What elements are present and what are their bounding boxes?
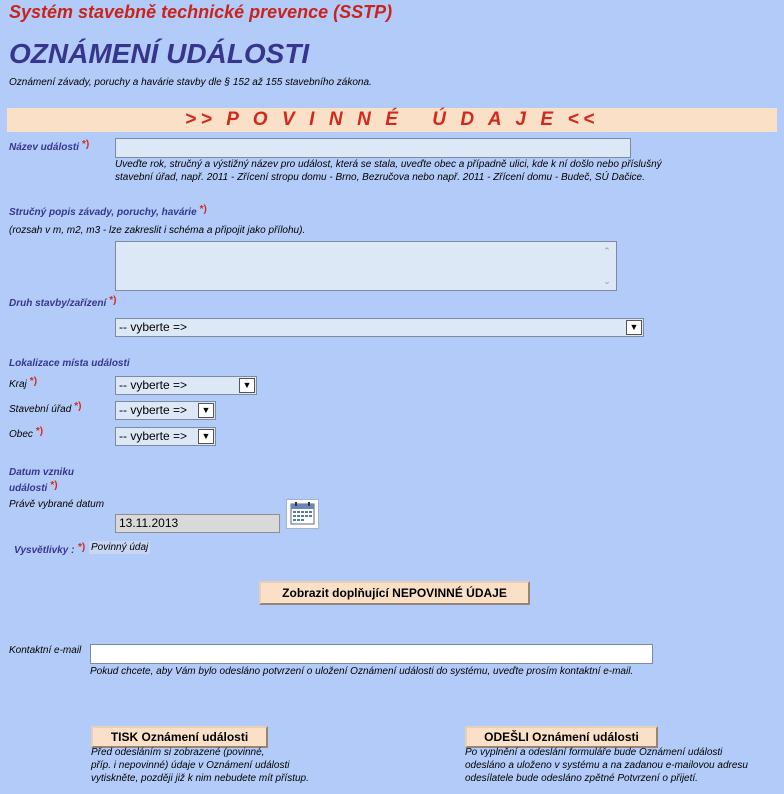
current-date-label: Právě vybrané datum bbox=[9, 499, 105, 510]
send-help: Po vyplnění a odeslání formuláře bude Oznámení události odesláno a uloženo v systému a na zadanou e-mailovou adresu odesílatele bude odesláno zpětné Potvrzení o přijetí. bbox=[465, 747, 748, 784]
required-marker: *) bbox=[50, 480, 58, 491]
description-label: Stručný popis závady, poruchy, havárie *) bbox=[9, 204, 207, 218]
print-help: Před odesláním si zobrazené (povinné, příp. i nepovinné) údaje v Oznámení události vytiskněte, později již k nim nebudete mít přístup. bbox=[91, 747, 309, 784]
municipality-label: Obec *) bbox=[9, 426, 44, 440]
calendar-icon bbox=[287, 500, 318, 528]
page-subtitle: Oznámení závady, poruchy a havárie stavby dle § 152 až 155 stavebního zákona. bbox=[9, 77, 372, 88]
calendar-button[interactable] bbox=[286, 499, 319, 529]
show-optional-fields-button[interactable]: Zobrazit doplňující NEPOVINNÉ ÚDAJE bbox=[259, 581, 530, 605]
chevron-down-icon[interactable]: ▼ bbox=[198, 429, 214, 444]
legend-required-marker: *) bbox=[78, 542, 86, 553]
required-marker: *) bbox=[29, 376, 38, 387]
municipality-select[interactable]: -- vyberte => ▼ bbox=[115, 427, 216, 446]
description-textarea[interactable] bbox=[115, 241, 617, 291]
legend-text: Povinný údaj bbox=[91, 542, 149, 553]
event-name-input[interactable] bbox=[115, 138, 631, 158]
scroll-down-icon[interactable]: ⌄ bbox=[603, 276, 611, 286]
building-office-select[interactable]: -- vyberte => ▼ bbox=[115, 401, 216, 420]
legend-label: Vysvětlivky : bbox=[14, 545, 75, 556]
app-title: Systém stavebně technické prevence (SSTP) bbox=[9, 2, 393, 22]
date-label: Datum vzniku události *) bbox=[9, 467, 75, 494]
description-hint: (rozsah v m, m2, m3 - lze zakreslit i schéma a připojit jako přílohu). bbox=[9, 225, 306, 236]
date-input[interactable]: 13.11.2013 bbox=[115, 514, 280, 533]
location-heading: Lokalizace místa události bbox=[9, 358, 130, 369]
section-header-text: >> P O V I N N É Ú D A J E << bbox=[185, 109, 599, 130]
required-marker: *) bbox=[74, 401, 82, 412]
contact-email-help: Pokud chcete, aby Vám bylo odesláno potvrzení o uložení Oznámení události do systému, uveďte prosím kontaktní e-mail. bbox=[90, 666, 634, 677]
region-label: Kraj *) bbox=[9, 376, 38, 390]
event-name-label: Název události *) bbox=[9, 139, 90, 153]
chevron-down-icon[interactable]: ▼ bbox=[198, 403, 214, 418]
building-office-label: Stavební úřad *) bbox=[9, 401, 82, 415]
building-type-select[interactable]: -- vyberte => ▼ bbox=[115, 318, 644, 337]
required-marker: *) bbox=[199, 204, 207, 215]
scroll-up-icon[interactable]: ⌃ bbox=[603, 246, 611, 256]
required-marker: *) bbox=[82, 139, 90, 150]
building-type-label: Druh stavby/zařízení *) bbox=[9, 295, 117, 309]
required-marker: *) bbox=[35, 426, 44, 437]
required-marker: *) bbox=[109, 295, 117, 306]
section-header-bar bbox=[7, 108, 777, 132]
event-name-help: Uveďte rok, stručný a výstižný název pro událost, která se stala, uveďte obec a případně ulici, kde k ní došlo nebo příslušný stavební úřad, např. 2011 - Zřícení stropu domu - Brno, Bezručova nebo např. 2011 - Zřícení domu - Budeč, SÚ Dačice. bbox=[115, 159, 662, 183]
chevron-down-icon[interactable]: ▼ bbox=[239, 378, 255, 393]
page-title: OZNÁMENÍ UDÁLOSTI bbox=[9, 38, 310, 69]
chevron-down-icon[interactable]: ▼ bbox=[626, 320, 642, 335]
send-button[interactable]: ODEŠLI Oznámení události bbox=[465, 726, 658, 748]
contact-email-label: Kontaktní e-mail bbox=[9, 645, 82, 656]
contact-email-input[interactable] bbox=[90, 644, 653, 664]
print-button[interactable]: TISK Oznámení události bbox=[91, 726, 268, 748]
region-select[interactable]: -- vyberte => ▼ bbox=[115, 376, 257, 395]
